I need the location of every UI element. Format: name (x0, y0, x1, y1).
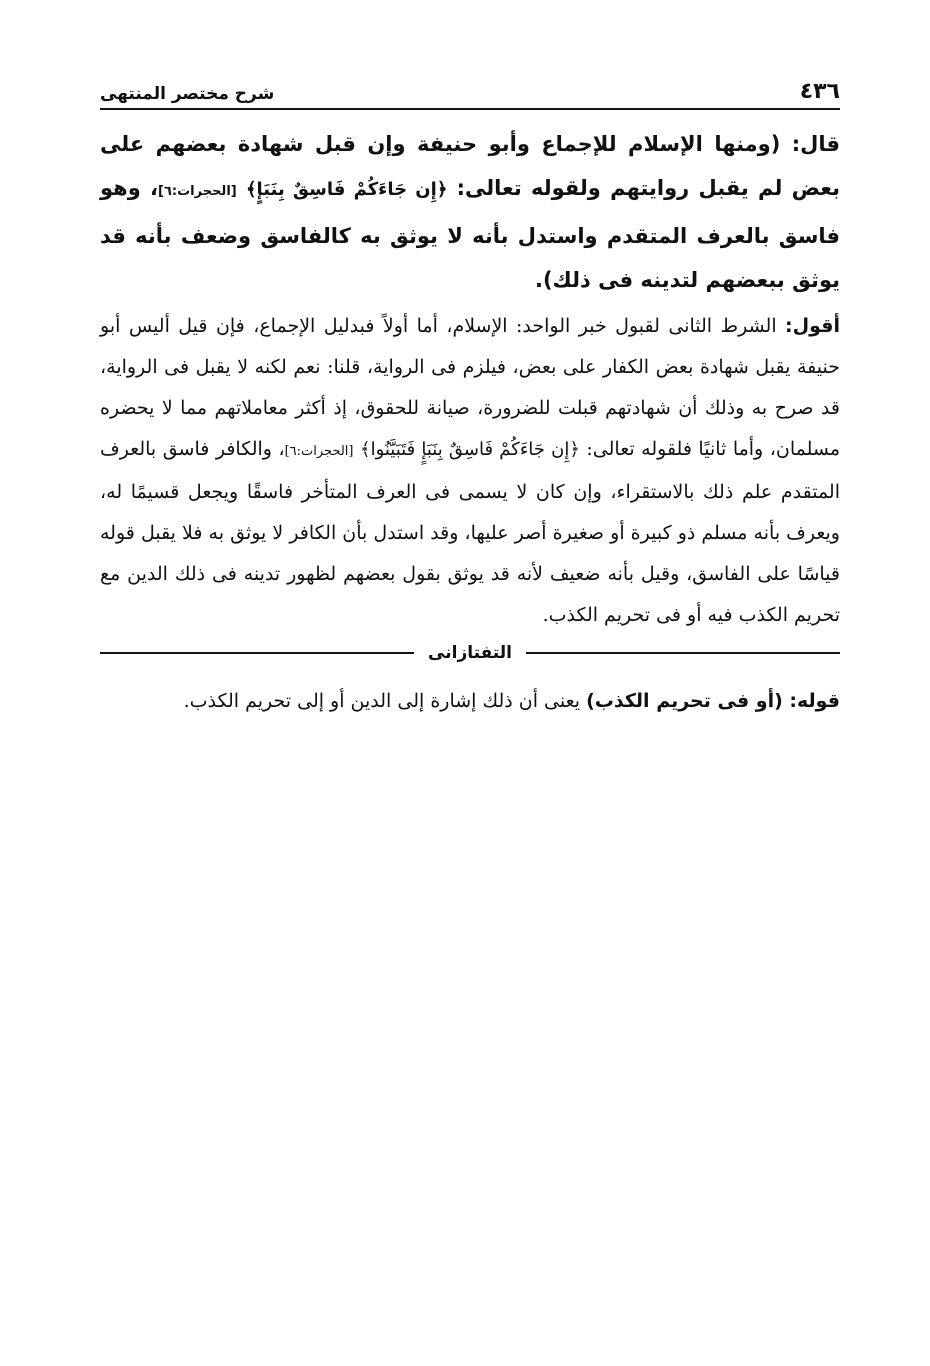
quoted-source-text (100, 122, 840, 302)
gloss-paragraph (100, 678, 840, 724)
document-page (100, 70, 840, 724)
verse-reference: [الحجرات:٦] (158, 184, 237, 199)
book-title: شرح مختصر المنتهى (100, 84, 275, 104)
quran-verse-2: ﴿إِن جَاءَكُمْ فَاسِقٌ بِنَبَإٍ فَتَبَيَّنُوا﴾ (360, 439, 580, 460)
gloss-rest: يعنى أن ذلك إشارة إلى الدين أو إلى تحريم الكذب. (183, 690, 587, 712)
divider-label: التفتازانى (428, 643, 512, 663)
gloss-lead: قوله: (789, 690, 840, 712)
divider-rule-right (526, 652, 840, 654)
quoted-text-part2: ، وهو فاسق بالعرف المتقدم واستدل بأنه لا يوثق به كالفاسق وضعف بأنه قد يوثق ببعضهم لتدينه فى ذلك). (100, 176, 840, 292)
verse-reference-2: [الحجرات:٦] (284, 444, 354, 459)
page-number: ٤٣٦ (799, 79, 840, 104)
commentary-lead: أقول: (785, 315, 840, 337)
commentary-part2: ، والكافر فاسق بالعرف المتقدم علم ذلك بالاستقراء، وإن كان لا يسمى فى العرف المتأخر فاسقًا ويجعل قسيمًا له، ويعرف بأنه مسلم ذو كبيرة أو صغيرة أصر عليها، وقد استدل بأن الكافر لا يوثق به فلا يقبل قوله قياسًا على الفاسق، وقيل بأنه ضعيف لأنه قد يوثق بقول بعضهم لظهور تدينه فى ذلك الدين مع تحريم الكذب فيه أو فى تحريم الكذب. (100, 438, 840, 626)
running-header (100, 70, 840, 110)
divider-rule-left (100, 652, 414, 654)
quoted-text-part1: قال: (ومنها الإسلام للإجماع وأبو حنيفة وإن قبل شهادة بعضهم على بعض لم يقبل روايتهم ولقوله تعالى: (100, 132, 841, 200)
section-divider (100, 638, 840, 668)
commentary-paragraph (100, 306, 840, 636)
quran-verse: ﴿إِن جَاءَكُمْ فَاسِقٌ بِنَبَإٍ﴾ (245, 179, 448, 200)
gloss-quote: (أو فى تحريم الكذب) (586, 690, 790, 712)
commentary-part1: الشرط الثانى لقبول خبر الواحد: الإسلام، أما أولاً فبدليل الإجماع، فإن قيل أليس أبو حنيفة يقبل شهادة بعض الكفار على بعض، فيلزم فى الرواية، قلنا: نعم لكنه لا يقبل فى الرواية، قد صرح به وذلك أن شهادتهم قبلت للضرورة، صيانة للحقوق، إذ أكثر معاملاتهم مما لا يحضره مسلمان، وأما ثانيًا فلقوله تعالى: (100, 315, 841, 460)
